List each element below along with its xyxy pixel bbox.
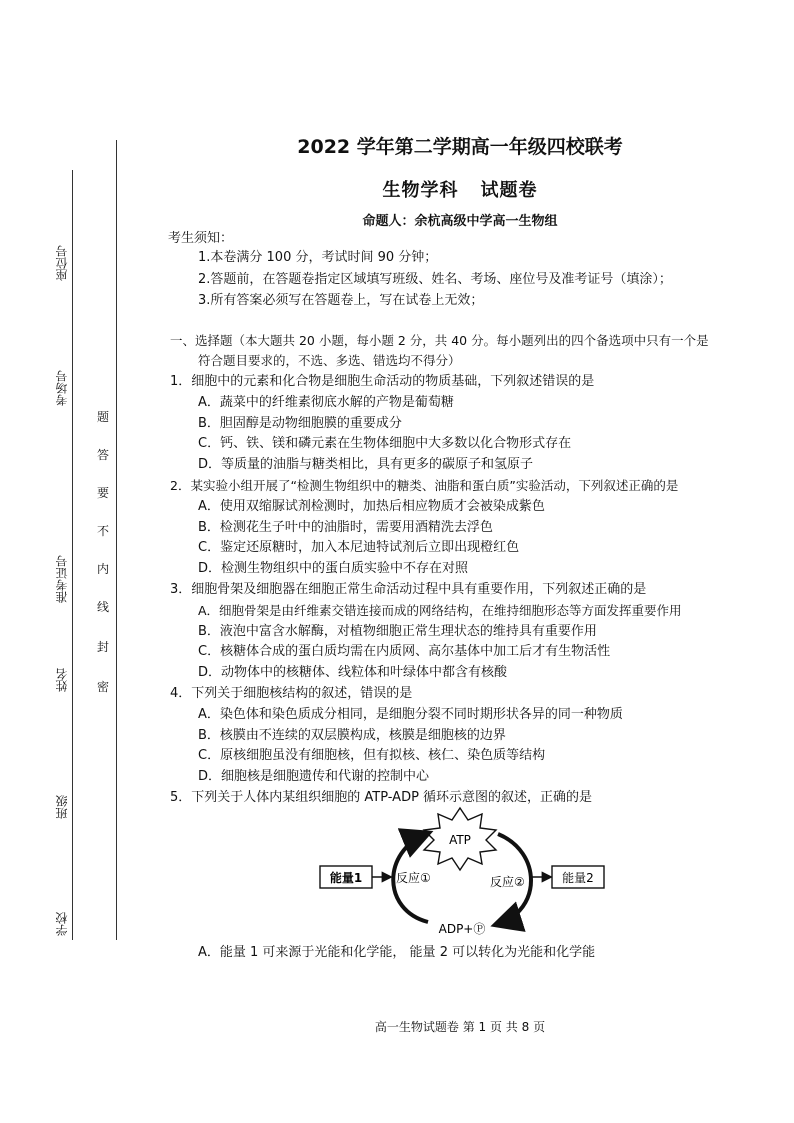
exam-subtitle <box>180 176 740 202</box>
question-option: B．液泡中富含水解酶，对植物细胞正常生理状态的维持具有重要作用 <box>198 624 597 639</box>
seal-char: 答 <box>96 448 109 462</box>
question-option: D．检测生物组织中的蛋白质实验中不存在对照 <box>198 561 469 576</box>
question-option: B．检测花生子叶中的油脂时，需要用酒精洗去浮色 <box>198 520 493 535</box>
question-option: A．能量 1 可来源于光能和化学能， 能量 2 可以转化为光能和化学能 <box>198 945 596 960</box>
question-option: A．细胞骨架是由纤维素交错连接而成的网络结构，在维持细胞形态等方面发挥重要作用 <box>198 603 682 618</box>
question-option: D．动物体中的核糖体、线粒体和叶绿体中都含有核酸 <box>198 665 508 680</box>
margin-room-label: 考场号 <box>55 370 69 406</box>
margin-line-left <box>72 170 73 940</box>
seal-char: 要 <box>96 486 109 500</box>
margin-line-right <box>116 140 117 940</box>
reaction1-label: 反应① <box>396 871 431 885</box>
subject-label: 生物学科 <box>382 180 459 201</box>
seal-char: 线 <box>96 600 109 614</box>
question-option: C．核糖体合成的蛋白质均需在内质网、高尔基体中加工后才有生物活性 <box>198 644 611 659</box>
notice-item: 2.答题前，在答题卷指定区域填写班级、姓名、考场、座位号及准考证号（填涂）； <box>198 272 672 287</box>
margin-seat-label: 座位号 <box>55 245 69 281</box>
question-option: D．等质量的油脂与糖类相比，具有更多的碳原子和氢原子 <box>198 457 534 472</box>
notice-item: 1.本卷满分 100 分，考试时间 90 分钟； <box>198 250 438 265</box>
exam-title: 2022 学年第二学期高一年级四校联考 <box>297 136 623 158</box>
question-option: A．蔬菜中的纤维素彻底水解的产物是葡萄糖 <box>198 395 454 410</box>
margin-exam-no-label: 准考证号 <box>55 555 69 603</box>
seal-char: 密 <box>96 680 109 694</box>
section-heading: 一、选择题（本大题共 20 小题，每小题 2 分，共 40 分。每小题列出的四个备选项中只有一个是 <box>170 333 709 348</box>
question-stem: 4．下列关于细胞核结构的叙述，错误的是 <box>170 686 413 701</box>
question-stem: 3．细胞骨架及细胞器在细胞正常生命活动过程中具有重要作用，下列叙述正确的是 <box>170 582 647 597</box>
seal-char: 封 <box>96 640 109 654</box>
question-option: A．使用双缩脲试剂检测时，加热后相应物质才会被染成紫色 <box>198 499 545 514</box>
margin-school-label: 学校 <box>55 912 69 936</box>
section-heading-cont: 符合题目要求的，不选、多选、错选均不得分） <box>198 353 461 368</box>
paper-label: 试题卷 <box>480 180 538 201</box>
reaction2-label: 反应② <box>490 875 525 889</box>
energy2-label: 能量2 <box>562 871 594 885</box>
question-option: C．钙、铁、镁和磷元素在生物体细胞中大多数以化合物形式存在 <box>198 436 572 451</box>
question-stem: 1．细胞中的元素和化合物是细胞生命活动的物质基础，下列叙述错误的是 <box>170 374 595 389</box>
question-option: B．胆固醇是动物细胞膜的重要成分 <box>198 416 402 431</box>
notice-heading: 考生须知： <box>168 231 234 246</box>
author-line: 命题人：余杭高级中学高一生物组 <box>362 214 558 229</box>
question-option: C．原核细胞虽没有细胞核，但有拟核、核仁、染色质等结构 <box>198 748 546 763</box>
question-option: D．细胞核是细胞遗传和代谢的控制中心 <box>198 769 430 784</box>
atp-adp-cycle-diagram <box>310 800 610 950</box>
seal-char: 不 <box>96 524 109 538</box>
page-footer: 高一生物试题卷 第 1 页 共 8 页 <box>374 1020 546 1034</box>
margin-class-label: 班级 <box>55 795 69 819</box>
question-option: C．鉴定还原糖时，加入本尼迪特试剂后立即出现橙红色 <box>198 540 520 555</box>
question-option: A．染色体和染色质成分相同，是细胞分裂不同时期形状各异的同一种物质 <box>198 707 623 722</box>
notice-item: 3.所有答案必须写在答题卷上，写在试卷上无效； <box>198 293 484 308</box>
adp-label: ADP+Ⓟ <box>438 922 486 936</box>
question-stem: 5．下列关于人体内某组织细胞的 ATP-ADP 循环示意图的叙述，正确的是 <box>170 790 593 805</box>
seal-char: 题 <box>96 410 109 424</box>
question-stem: 2．某实验小组开展了“检测生物组织中的糖类、油脂和蛋白质”实验活动，下列叙述正确的是 <box>170 478 679 493</box>
atp-label: ATP <box>449 833 471 847</box>
seal-char: 内 <box>96 562 109 576</box>
margin-name-label: 姓名 <box>55 668 69 692</box>
energy1-label: 能量1 <box>329 871 363 885</box>
question-option: B．核膜由不连续的双层膜构成，核膜是细胞核的边界 <box>198 728 506 743</box>
